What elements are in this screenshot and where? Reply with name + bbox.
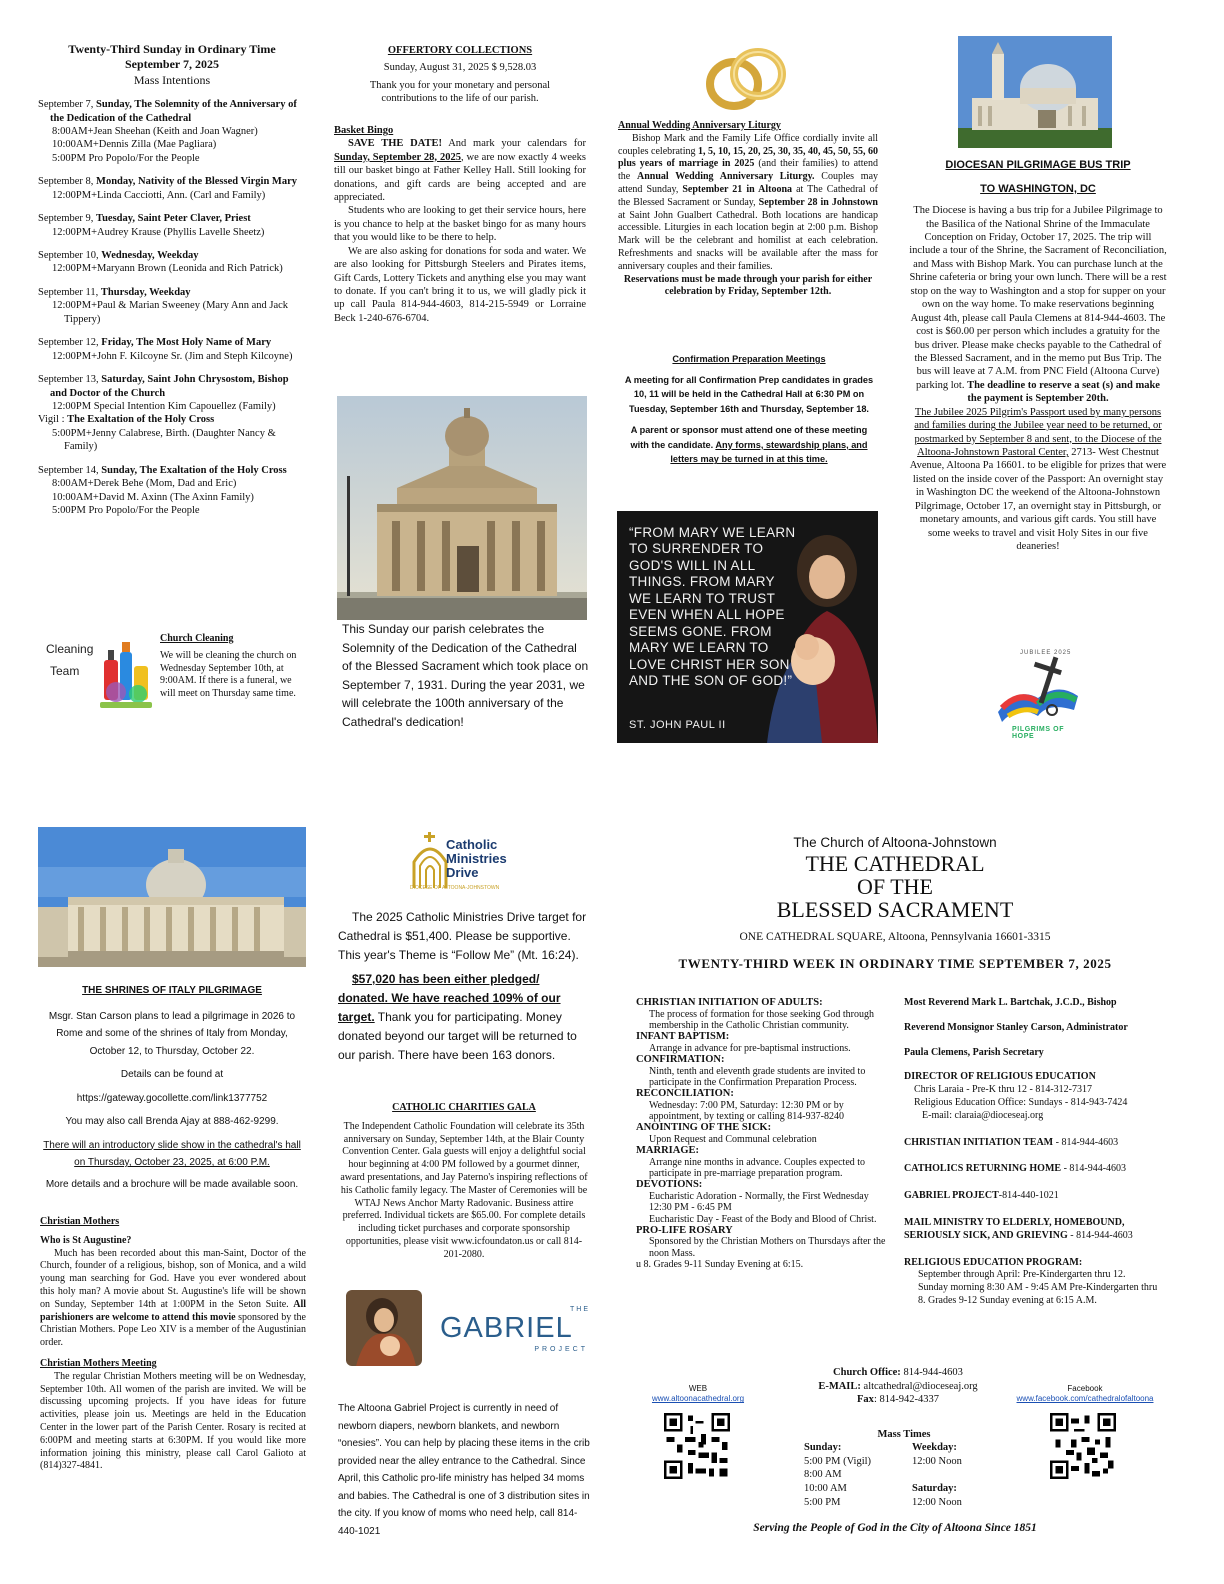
contact-email [780,1380,1016,1394]
wedding-p2: Reservations must be made through your parish for either celebration by Friday, September 12th. [623,273,873,298]
mi-mass: 12:00PM+John F. Kilcoyne Sr. (Jim and Steph Kilcoyne) [52,350,293,362]
cmd-p2-b: Thank you for participating. Money donated beyond our target will be returned to our parish. There have been 163 donors. [338,1009,577,1063]
wedding-years: 1, 5, 10, 15, 20, 25, 30, 35, 40, 45, 50, 55, 60 plus years of marriage in 2025 [618,145,879,170]
contact-email-value: altcathedral@dioceseaj.org [860,1380,978,1392]
cmd-logo-text-1: Catholic [446,837,498,852]
gabriel-logo-sub: PROJECT [534,1346,588,1353]
dedication-body: This Sunday our parish celebrates the Solemnity of the Dedication of the Cathedral of the Blessed Sacrament which took place on September 7, 1931. During the year 2031, we will celebrate the 100th anniversary of the Cathedral's dedication! [342,622,589,729]
jubilee-bottom-text: PILGRIMS OF HOPE [1012,726,1065,740]
cmd-p2-u: $57,020 has been either pledged/ donated. We have reached 109% of our target. [338,971,561,1024]
service-heading: ANOINTING OF THE SICK: [636,1122,772,1134]
cover-title-2: OF THE [857,874,933,900]
bingo-save-date: SAVE THE DATE! [348,138,443,150]
sunday-time-1: 5:00 PM (Vigil) [804,1455,872,1467]
cleaning-body: We will be cleaning the church on Wednesday September 10th, at 9:00AM. If there is a funeral, we will meet on Thursday same time. [160,649,297,700]
dir-dre-1: Chris Laraia - Pre-K thru 12 - 814-312-7317 [914,1084,1093,1096]
mi-day: Wednesday, Weekday [101,250,199,262]
cathedral-arch-logo-icon [410,832,450,892]
cmd-logo-sub: DIOCESE OF ALTOONA-JOHNSTOWN [410,885,500,891]
cathedral-building-icon [337,396,587,620]
mi-mass: 8:00AM+Jean Sheehan (Keith and Joan Wagner) [52,125,258,137]
mi-vigil-mass: 5:00PM+Jenny Calabrese, Birth. (Daughter Nancy & Family) [52,427,276,453]
gala-title: CATHOLIC CHARITIES GALA [392,1102,536,1113]
cover-church-of: The Church of Altoona-Johnstown [793,835,997,850]
cmd-p1: The 2025 Catholic Ministries Drive target for Cathedral is $51,400. Please be supportive. This year's Theme is “Follow Me” (Mt. 16:24). [338,910,587,963]
christian-mothers-column [40,1216,306,1473]
cmd-logo [410,832,520,894]
gala-p1: The Independent Catholic Foundation will celebrate its 35th anniversary on Sunday, September 14th, at the Blair County Convention Center. Gala guests will enjoy a delightful social hour beginning at 4:00 PM followed by a gourmet dinner, award presentations, and Jay Paterno's inspiring reflections of his Catholic family legacy. The Master of Ceremonies will be WTAJ News Anchor Marty Radovanic. Business attire preferred. Individual tickets are $65.00. For complete details including ticket purchases and corporate sponsorship opportunities, please visit www.icfoundaton.us or call 814-201-2080. [340,1120,588,1260]
cathedral-photo [337,396,587,620]
mi-day-heading [38,336,306,349]
offertory-title: OFFERTORY COLLECTIONS [387,45,533,56]
italy-p2: Details can be found at [120,1069,224,1080]
gabriel-logo-main: GABRIEL [440,1312,573,1344]
mi-day: Saturday, Saint John Chrysostom, Bishop and Doctor of the Church [50,374,289,399]
dir-gp [904,1190,1166,1203]
facebook-qr-code[interactable] [1050,1413,1116,1479]
qr-code-icon [664,1413,730,1479]
italy-p5: There will an introductory slide show in the cathedral's hall on Thursday, October 23, 2025, at 6:00 P.M. [43,1139,301,1168]
footer-text: Serving the People of God in the City of Altoona Since 1851 [753,1522,1037,1534]
cleaning-title: Church Cleaning [160,633,234,644]
italy-link[interactable]: https://gateway.gocollette.com/link1377752 [76,1092,268,1104]
mi-date: September 12, [38,337,99,349]
sunday-time-3: 10:00 AM [804,1482,847,1494]
mi-heading-3: Mass Intentions [133,72,211,87]
cm-meeting-title: Christian Mothers Meeting [40,1357,157,1369]
mi-entry [38,464,306,518]
dir-bishop: Most Reverend Mark L. Bartchak, J.C.D., Bishop [904,997,1117,1008]
contact-fax-label: Fax [857,1394,874,1406]
service-heading: CHRISTIAN INITIATION OF ADULTS: [636,997,823,1008]
gala-column [340,1102,588,1262]
mi-entry [38,373,306,454]
contact-email-label: E-MAIL: [818,1380,861,1392]
mi-date: September 10, [38,250,99,262]
cleaning-team-image [42,632,154,714]
bingo-p1b: , we are now exactly 4 weeks till our basket bingo at Father Kelley Hall. Still looking for donations, and gift cards are being accepted and are appreciated. [334,151,586,203]
mi-entry [38,212,306,239]
mi-day: Monday, Nativity of the Blessed Virgin Mary [96,176,297,188]
mi-day-heading [38,286,306,299]
italy-p1: Msgr. Stan Carson plans to lead a pilgrimage in 2026 to Rome and some of the shrines of Italy from Monday, October 12, to Thursday, October 22. [48,1010,296,1057]
web-block [636,1384,760,1404]
dc-deadline: The deadline to reserve a seat (s) and make the payment is September 20th. [967,379,1160,405]
wedding-rings-icon [696,40,798,120]
cm-p1 [40,1248,306,1350]
service-detail: The process of formation for those seeking God through membership in the Catholic Christian community. [649,1008,874,1031]
mi-mass: 8:00AM+Derek Behe (Mom, Dad and Eric) [52,478,237,490]
dir-dre-3: E-mail: claraia@dioceseaj.org [922,1109,1044,1121]
dc-title-2: TO WASHINGTON, DC [980,183,1096,196]
mi-mass: 5:00PM Pro Popolo/For the People [52,505,200,517]
weekday-times [912,1441,1004,1510]
wedding-p1e: at Saint John Gualbert Cathedral. Both locations are handicap accessible. Liturgies in each location begin at 2:00 p.m. Bishop Mark will be the celebrant and homilist at each celebration. Refreshments and snacks will be available after the mass for anniversary couples and their families. [618,209,878,272]
mi-day: Friday, The Most Holy Name of Mary [101,337,272,349]
mi-heading-1: Twenty-Third Sunday in Ordinary Time [68,42,276,56]
mi-day-heading [38,373,306,400]
wedding-rings-image [696,40,798,120]
mi-day-heading [38,212,306,225]
dir-cit [904,1137,1166,1150]
dir-mm [904,1217,1166,1243]
services-list [636,997,892,1259]
dir-dre-2: Religious Education Office: Sundays - 814-943-7424 [914,1096,1128,1108]
cleaning-image-text-2: Team [50,664,80,678]
offertory-bingo-column [334,44,586,325]
st-peters-basilica-icon [38,827,306,967]
mi-mass: 12:00PM+Paul & Marian Sweeney (Mary Ann and Jack Tippery) [52,300,289,325]
service-heading: CONFIRMATION: [636,1054,725,1066]
web-link[interactable]: www.altoonacathedral.org [651,1394,745,1404]
dir-crh-phone: - 814-944-4603 [1061,1163,1127,1175]
mi-vigil-day: The Exaltation of the Holy Cross [67,414,215,426]
mass-times-title: Mass Times [877,1429,931,1440]
dir-crh-label: CATHOLICS RETURNING HOME [904,1163,1062,1175]
facebook-label: Facebook [1067,1384,1103,1393]
dc-p2 [908,406,1168,554]
wedding-event: Annual Wedding Anniversary Liturgy. [636,171,815,183]
weekday-label: Weekday: [912,1442,957,1453]
gabriel-madonna-image [346,1290,422,1366]
jubilee-top-text: JUBILEE 2025 [1020,650,1072,656]
service-heading: INFANT BAPTISM: [636,1031,730,1043]
service-heading: MARRIAGE: [636,1145,699,1157]
mi-day-heading [38,98,306,125]
service-heading: RECONCILIATION: [636,1088,734,1100]
mi-date: September 7, [38,99,94,111]
mi-date: September 13, [38,374,99,386]
quote-author: ST. JOHN PAUL II [629,719,726,731]
basket-bingo-title: Basket Bingo [334,124,394,136]
dir-rep-title: RELIGIOUS EDUCATION PROGRAM: [904,1256,1083,1268]
mi-day: Sunday, The Solemnity of the Anniversary of the Dedication of the Cathedral [50,99,297,124]
quote-box [617,511,878,743]
dir-gp-phone: -814-440-1021 [998,1190,1059,1202]
mi-mass: 10:00AM+David M. Axinn (The Axinn Family) [52,491,254,503]
dc-p1a: The Diocese is having a bus trip for a Jubilee Pilgrimage to the Basilica of the National Shrine of the Immaculate Conception on Friday, October 17, 2025. The trip will include a tour of the Shrine, the Sacrament of Reconciliation, and Mass with Bishop Mark. You can purchase lunch at the Shrine cafeteria or bring your own lunch. There will be a rest stop on the way to Washington and a stop for supper on your own on the way home. To make reservations beginning August 4th, please call Paula Clemens at 814-944-4603. The cost is $60.00 per person which includes a gratuity for the bus driver. Please make checks payable to the Cathedral of the Blessed Sacrament, and in the memo put Bus Trip. The bus will leave at 7 A.M. from PNC Field (Altoona Curve) parking lot. [909,205,1167,391]
mi-heading-2: September 7, 2025 [124,57,220,72]
dir-cit-label: CHRISTIAN INITIATION TEAM [904,1136,1054,1148]
wedding-column [618,120,878,299]
mi-vigil [38,413,306,426]
mi-day-heading [38,175,306,188]
contact-office-label: Church Office: [833,1367,901,1378]
sunday-time-4: 5:00 PM [804,1496,841,1508]
contact-fax-value: : 814-942-4337 [873,1394,939,1406]
cm-p1b: sponsored by the Christian Mothers. Pope Leo XIV is a member of the Augustinian order. [40,1311,306,1349]
gabriel-logo-the: THE [570,1306,590,1313]
service-heading: DEVOTIONS: [636,1179,703,1191]
mi-mass: 10:00AM+Dennis Zilla (Mae Pagliara) [52,139,217,151]
basket-bingo-p3: We are also asking for donations for soda and water. We are also looking for Pittsburgh Steelers and Pirates items, Gift Cards, Lottery Tickets and anything else you may want to donate. If you can't bring it to us, we will gladly pick it up call Paula 814-944-4603, 814-215-5949 or Lorraine Beck 1-240-676-6704. [334,245,586,324]
basket-bingo-p1 [334,137,586,204]
sunday-label: Sunday: [804,1442,842,1453]
national-shrine-photo [958,36,1112,148]
sunday-times [804,1441,904,1509]
mi-entry [38,336,306,363]
mi-vigil-label: Vigil : [38,414,68,426]
mi-day-heading [38,249,306,262]
cmd-logo-text-2: Ministries [446,851,507,866]
jubilee-logo [988,646,1086,742]
mi-mass: 5:00PM Pro Popolo/For the People [52,152,200,164]
italy-p4: You may also call Brenda Ajay at 888-462-9299. [65,1116,279,1127]
basket-bingo-p2: Students who are looking to get their service hours, here is you chance to help at the basket bingo for as many hours that you would like to be there to help. [334,205,586,244]
contact-office [780,1366,1016,1380]
cover-title-3: BLESSED SACRAMENT [776,897,1014,923]
cmd-p2 [338,970,590,1066]
contact-office-value: 814-944-4603 [900,1367,963,1378]
wedding-date1: September 21 in Altoona [682,183,793,195]
cleaning-image-text-1: Cleaning [46,642,94,656]
italy-column [38,982,306,1193]
dir-cit-phone: - 814-944-4603 [1053,1136,1119,1148]
wedding-title: Annual Wedding Anniversary Liturgy [618,120,781,131]
bingo-p1a: And mark your calendars for [442,138,586,150]
cover-address: ONE CATHEDRAL SQUARE, Altoona, Pennsylvania 16601-3315 [739,930,1051,943]
wedding-p1c: Couples may attend Sunday, [618,171,879,195]
quote-text: “FROM MARY WE LEARN TO SURRENDER TO GOD'S WILL IN ALL THINGS. FROM MARY WE LEARN TO TRUST EVEN WHEN ALL HOPE SEEMS GONE. FROM MARY WE LEARN TO LOVE CHRIST HER SON AND THE SON OF GOD!” [629,525,796,689]
dedication-text [342,620,590,732]
dir-dre-title: DIRECTOR OF RELIGIOUS EDUCATION [904,1071,1096,1083]
service-detail: Arrange in advance for pre-baptismal instructions. [649,1042,851,1054]
mass-times [804,1428,1004,1508]
dir-mm-phone: - 814-944-4603 [1067,1229,1133,1241]
dc-title-1: DIOCESAN PILGRIMAGE BUS TRIP [945,159,1131,171]
church-cleaning [160,633,300,701]
cm-p1a: Much has been recorded about this man-Saint, Doctor of the Church, founder of a religious, bishop, son of Monica, and a wild young man searching for God. Have you ever wondered about this holy man? A movie about St. Augustine's life will be shown on Sunday, September 14th at 1:00PM in the Seton Suite. [40,1247,306,1310]
cm-p1-bold: All parishioners are welcome to attend this movie [40,1298,306,1323]
web-label: WEB [688,1384,708,1393]
saturday-label: Saturday: [912,1483,957,1495]
mi-date: September 11, [38,286,99,298]
sunday-time-2: 8:00 AM [804,1469,842,1481]
service-detail: Eucharistic Adoration - Normally, the First Wednesday 12:30 PM - 6:45 PM [649,1191,869,1214]
bingo-date: Sunday, September 28, 2025 [334,151,461,163]
contact-fax [780,1393,1016,1407]
wedding-p1 [618,133,878,274]
facebook-link[interactable]: www.facebook.com/cathedralofaltoona [1016,1394,1154,1404]
services-column [636,997,892,1270]
cm-subtitle: Who is St Augustine? [40,1234,132,1246]
dir-mm-label: MAIL MINISTRY TO ELDERLY, HOMEBOUND, SERIOUSLY SICK, AND GRIEVING [904,1216,1125,1241]
gabriel-p1: The Altoona Gabriel Project is currently in need of newborn diapers, newborn blankets, and newborn “onesies”. You can help by placing these items in the crib provided near the alley entrance to the Cathedral. Since April, this Catholic pro-life ministry has helped 34 moms and babies. The Cathedral is one of 3 distribution sites in the city. If you know of moms who need help, call 814-440-1021 [338,1403,590,1537]
web-qr-code[interactable] [664,1413,730,1479]
cover-masthead [630,834,1160,973]
dc-p2b: 2713- West Chestnut Avenue, Altoona Pa 16601. to be eligible for prizes that were listed on the inside cover of the Passport: An overnight stay in Washington DC the weekend of the Altoona-Johnstown Pilgrimage, October 17, an overnight stay in Pittsburgh, or monetary amounts, and various gift cards. You still have some weeks to travel and visit Holy Sites in our five deaneries! [909,447,1167,553]
dir-rep-1: September through April: Pre-Kindergarten thru 12. [918,1269,1126,1281]
footer-motto [700,1521,1090,1536]
wedding-date2: September 28 in Johnstown [758,196,878,208]
mi-mass: 12:00PM+Linda Cacciotti, Ann. (Carl and Family) [52,189,266,201]
mi-day: Sunday, The Exaltation of the Holy Cross [101,464,287,476]
cover-title-1: THE CATHEDRAL [805,851,985,877]
italy-p6: More details and a brochure will be made available soon. [45,1178,299,1190]
mi-date: September 9, [38,213,94,225]
confirmation-p2a: A parent or sponsor must attend one of these meeting with the candidate. [630,424,868,450]
mi-date: September 8, [38,176,94,188]
gabriel-logo [440,1306,590,1358]
cover-week: TWENTY-THIRD WEEK IN ORDINARY TIME SEPTEMBER 7, 2025 [678,956,1112,972]
dir-secretary: Paula Clemens, Parish Secretary [904,1046,1044,1058]
cmd-column [338,908,590,1066]
dc-p1 [908,204,1168,406]
service-detail: Wednesday: 7:00 PM, Saturday: 12:30 PM or by appointment, by texting or calling 814-937-8240 [649,1099,844,1123]
service-detail: Eucharistic Day - Feast of the Body and Blood of Christ. [649,1213,877,1225]
mi-day: Tuesday, Saint Peter Claver, Priest [96,213,251,225]
mi-entry [38,175,306,202]
saturday-time: 12:00 Noon [912,1496,962,1508]
wedding-p1a: Bishop Mark and the Family Life Office cordially invite all couples celebrating [618,132,878,157]
wedding-p1b: (and their families) to attend the [618,158,878,183]
mi-mass: 12:00PM+Audrey Krause (Phyllis Lavelle Sheetz) [52,226,265,238]
weekday-time: 12:00 Noon [912,1455,962,1467]
dir-admin: Reverend Monsignor Stanley Carson, Administrator [904,1021,1128,1033]
italy-title: THE SHRINES OF ITALY PILGRIMAGE [82,985,262,996]
mi-mass: 12:00PM Special Intention Kim Capouellez (Family) [52,400,276,412]
service-detail: Upon Request and Communal celebration [649,1134,817,1146]
confirmation-column [624,352,874,467]
mi-entry [38,286,306,326]
shrine-basilica-icon [958,36,1112,148]
service-heading: PRO-LIFE ROSARY [636,1224,733,1236]
confirmation-title: Confirmation Preparation Meetings [672,354,826,364]
mi-mass: 12:00PM+Maryann Brown (Leonida and Rich Patrick) [52,263,283,275]
qr-code-icon [1050,1413,1116,1479]
dc-pilgrimage-column [908,158,1168,554]
dir-gp-label: GABRIEL PROJECT [904,1190,999,1202]
directory-column [904,997,1166,1308]
cm-title: Christian Mothers [40,1216,120,1227]
offertory-thanks: Thank you for your monetary and personal contributions to the life of our parish. [369,79,551,105]
st-peters-photo [38,827,306,967]
confirmation-p1: A meeting for all Confirmation Prep candidates in grades 10, 11 will be held in the Cathedral Hall at 6:30 PM on Tuesday, September 16th and Thursday, September 18. [624,374,874,415]
mi-date: September 14, [38,464,99,476]
wedding-p1d: at The Cathedral of the Blessed Sacrament or Sunday, [618,183,878,208]
mi-list [38,98,306,517]
offertory-line: Sunday, August 31, 2025 $ 9,528.03 [383,62,537,74]
facebook-block [1000,1384,1170,1404]
mi-day-heading [38,464,306,477]
service-detail: Arrange nine months in advance. Couples expected to participate in pre-marriage preparation program. [649,1157,866,1180]
service-detail: Ninth, tenth and eleventh grade students are invited to participate in the Confirmation Preparation Process. [649,1065,866,1088]
madonna-painting-icon [346,1290,422,1366]
mi-entry [38,98,306,165]
service-detail: Sponsored by the Christian Mothers on Thursdays after the noon Mass. [649,1236,886,1259]
confirmation-p2 [624,423,874,467]
mass-intentions [38,42,306,517]
contact-block [780,1366,1016,1407]
dir-crh [904,1163,1166,1176]
confirmation-p2u: Any forms, stewardship plans, and letters may be turned in at this time. [670,439,868,465]
mi-day: Thursday, Weekday [100,286,191,298]
mi-entry [38,249,306,276]
gabriel-column [338,1400,590,1540]
dc-passport: The Jubilee 2025 Pilgrim's Passport used by many persons and families during the Jubilee year need to be returned, or postmarked by September 8 and sent, to the Diocese of the Altoona-Johnstown Pastoral Center, [914,406,1162,459]
services-tail: u 8. Grades 9-11 Sunday Evening at 6:15. [636,1258,804,1270]
cm-p2: The regular Christian Mothers meeting will be on Wednesday, September 10th. All women of the parish are invited. We will be discussing upcoming projects. If you have ideas for future activities, please join us. Meetings are held in the Education Center in the lower part of the Parish Center. Rosary is recited at 6:00PM and meeting starts at 6:30PM. If you would like more information joining this ministry, please call Carol Galioto at (814)327-4841. [40,1370,306,1472]
cmd-logo-text-3: Drive [446,865,479,880]
dir-rep-2: Sunday morning 8:30 AM - 9:45 AM Pre-Kindergarten thru 8. Grades 9-12 Sunday evening at 6:15 A.M. [918,1282,1158,1306]
